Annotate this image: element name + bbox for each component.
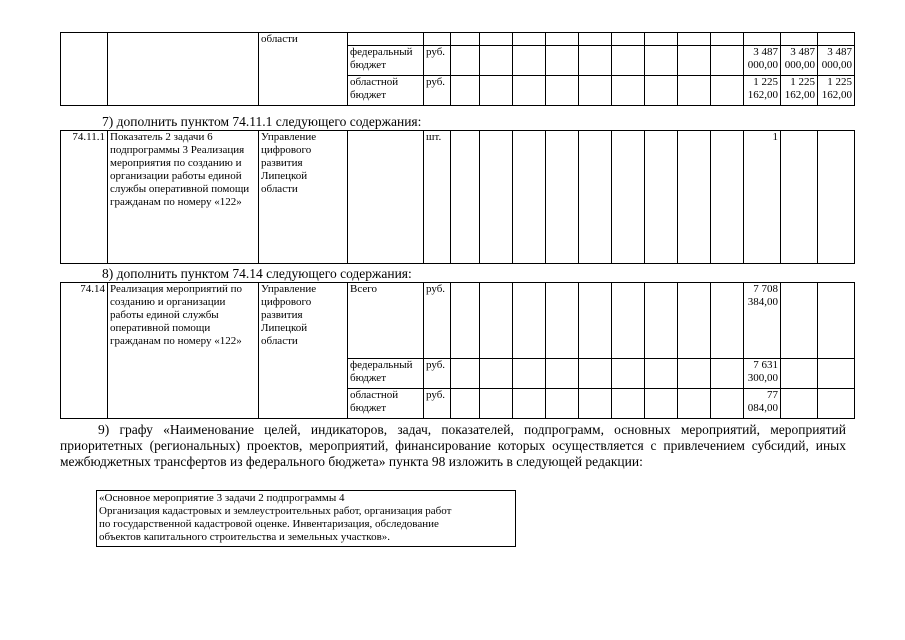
row-number: 74.11.1	[61, 131, 108, 264]
unit-cell: руб.	[424, 46, 451, 76]
unit-cell: шт.	[424, 131, 451, 264]
value-cell: 7 708 384,00	[744, 283, 781, 359]
unit-cell: руб.	[424, 389, 451, 419]
quote-line: Организация кадастровых и землеустроительных работ, организация работ	[99, 505, 452, 517]
quote-box	[96, 490, 516, 547]
value-cell: 1 225 162,00	[744, 76, 781, 106]
unit-cell: руб.	[424, 359, 451, 389]
value-cell: 1 225 162,00	[818, 76, 855, 106]
paragraph-9: 9) графу «Наименование целей, индикаторов, задач, показателей, подпрограмм, основных мероприятий, мероприятий приоритетных (региональных) проектов, мероприятий, финансирование которых осуществляется с привлечением субсидий, иных межбюджетных трансфертов из федерального бюджета» пункта 98 изложить в следующей редакции:	[60, 422, 846, 469]
quote-line: по государственной кадастровой оценке. Инвентаризация, обследование	[99, 518, 439, 530]
table-continuation	[60, 32, 855, 106]
table-74-11-1	[60, 130, 855, 264]
name-cell: Реализация мероприятий по созданию и организации работы единой службы оперативной помощи гражданам по номеру «122»	[108, 283, 259, 419]
source-cell: Всего	[348, 283, 424, 359]
value-cell: 1	[744, 131, 781, 264]
table-row	[61, 283, 855, 359]
table-row	[61, 131, 855, 264]
value-cell: 7 631 300,00	[744, 359, 781, 389]
heading-8: 8) дополнить пунктом 74.14 следующего содержания:	[102, 266, 412, 281]
cell-empty	[61, 33, 108, 106]
source-cell: областной бюджет	[348, 389, 424, 419]
source-cell: федеральный бюджет	[348, 46, 424, 76]
executor-cell: Управление цифрового развития Липецкой области	[259, 131, 348, 264]
name-cell: Показатель 2 задачи 6 подпрограммы 3 Реализация мероприятия по созданию и организации работы единой службы оперативной помощи гражданам по номеру «122»	[108, 131, 259, 264]
quote-line: объектов капитального строительства и земельных участков».	[99, 531, 391, 543]
executor-cell: Управление цифрового развития Липецкой области	[259, 283, 348, 419]
source-cell: федеральный бюджет	[348, 359, 424, 389]
value-cell: 1 225 162,00	[781, 76, 818, 106]
cell-empty	[108, 33, 259, 106]
unit-cell: руб.	[424, 76, 451, 106]
heading-7: 7) дополнить пунктом 74.11.1 следующего содержания:	[102, 114, 422, 129]
value-cell: 3 487 000,00	[818, 46, 855, 76]
table-74-14	[60, 282, 855, 419]
value-cell: 3 487 000,00	[781, 46, 818, 76]
quote-line: «Основное мероприятие 3 задачи 2 подпрограммы 4	[99, 492, 345, 504]
row-number: 74.14	[61, 283, 108, 419]
value-cell: 77 084,00	[744, 389, 781, 419]
source-cell: областной бюджет	[348, 76, 424, 106]
executor-cell: области	[259, 33, 348, 106]
unit-cell: руб.	[424, 283, 451, 359]
value-cell: 3 487 000,00	[744, 46, 781, 76]
